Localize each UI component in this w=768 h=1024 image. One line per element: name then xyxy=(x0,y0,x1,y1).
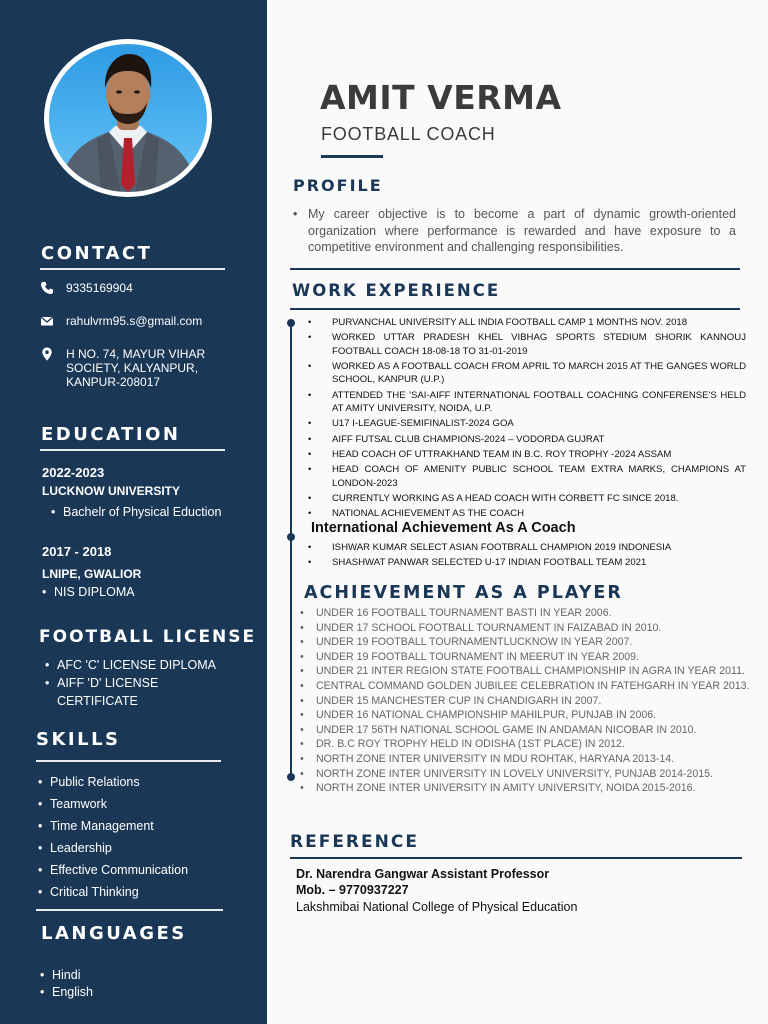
sidebar xyxy=(0,0,267,1024)
education-heading: EDUCATION xyxy=(41,424,181,445)
skill-item: • Time Management xyxy=(38,815,188,837)
work-item: • AIFF FUTSAL CLUB CHAMPIONS-2024 – VODORDA GUJRAT xyxy=(306,433,746,446)
work-item: • WORKED AS A FOOTBALL COACH FROM APRIL TO MARCH 2015 AT THE GANGES WORLD SCHOOL, KANPUR (U.P.) xyxy=(306,360,746,386)
achievement-item: • DR. B.C ROY TROPHY HELD IN ODISHA (1ST PLACE) IN 2012. xyxy=(300,737,752,752)
address-line: KANPUR-208017 xyxy=(66,375,161,389)
phone-icon xyxy=(40,281,54,295)
achievement-item: • UNDER 15 MANCHESTER CUP IN CHANDIGARH IN 2007. xyxy=(300,694,752,709)
work-heading: WORK EXPERIENCE xyxy=(292,281,501,300)
achievement-item: • NORTH ZONE INTER UNIVERSITY IN MDU ROHTAK, HARYANA 2013-14. xyxy=(300,752,752,767)
education-years: 2022-2023 xyxy=(42,465,105,480)
education-degree: • NIS DIPLOMA xyxy=(42,585,135,599)
timeline-line xyxy=(290,323,292,777)
work-item: • CURRENTLY WORKING AS A HEAD COACH WITH CORBETT FC SINCE 2018. xyxy=(306,492,746,505)
reference-heading: REFERENCE xyxy=(290,832,419,852)
license-item xyxy=(45,692,216,710)
work-experience-list xyxy=(306,316,746,523)
divider xyxy=(36,760,221,762)
work-item: • NATIONAL ACHIEVEMENT AS THE COACH xyxy=(306,507,746,520)
education-degree: • Bachelr of Physical Eduction xyxy=(51,505,221,519)
skills-heading: SKILLS xyxy=(36,729,121,750)
address-line: SOCIETY, KALYANPUR, xyxy=(66,361,199,375)
achievement-item: • UNDER 17 56TH NATIONAL SCHOOL GAME IN ANDAMAN NICOBAR IN 2010. xyxy=(300,723,752,738)
work-item: • PURVANCHAL UNIVERSITY ALL INDIA FOOTBALL CAMP 1 MONTHS NOV. 2018 xyxy=(306,316,746,329)
international-heading: International Achievement As A Coach xyxy=(311,520,576,536)
location-pin-icon xyxy=(40,347,54,361)
divider xyxy=(36,909,223,911)
skill-item: • Effective Communication xyxy=(38,859,188,881)
reference-mobile: Mob. – 9770937227 xyxy=(296,883,409,897)
contact-email: rahulvrm95.s@gmail.com xyxy=(66,314,203,328)
timeline-dot xyxy=(287,319,295,327)
divider xyxy=(40,449,225,451)
skill-item: • Teamwork xyxy=(38,793,188,815)
mail-icon xyxy=(40,314,54,328)
work-item: • HEAD COACH OF AMENITY PUBLIC SCHOOL TEAM EXTRA MARKS, CHAMPIONS AT LONDON-2023 xyxy=(306,463,746,489)
work-item: • ATTENDED THE 'SAI-AIFF INTERNATIONAL FOOTBALL COACHING CONFERENSE'S HELD AT AMITY UNIVERSITY, NOIDA, U.P. xyxy=(306,389,746,415)
skill-item: • Public Relations xyxy=(38,771,188,793)
address-line: H NO. 74, MAYUR VIHAR xyxy=(66,347,206,361)
divider xyxy=(290,308,740,310)
divider xyxy=(40,268,225,270)
achievement-item: • UNDER 19 FOOTBALL TOURNAMENTLUCKNOW IN YEAR 2007. xyxy=(300,635,752,650)
language-item: • English xyxy=(40,984,93,1001)
reference-college: Lakshmibai National College of Physical Education xyxy=(296,900,578,914)
languages-list xyxy=(40,967,93,1001)
license-heading: FOOTBALL LICENSE xyxy=(39,627,257,647)
education-degree-list xyxy=(42,585,135,599)
person-title: FOOTBALL COACH xyxy=(321,124,496,144)
person-name: AMIT VERMA xyxy=(320,78,562,117)
contact-heading: CONTACT xyxy=(41,243,153,264)
profile-photo xyxy=(49,44,207,192)
achievement-item: • CENTRAL COMMAND GOLDEN JUBILEE CELEBRATION IN FATEHGARH IN YEAR 2013. xyxy=(300,679,752,694)
work-item: • U17 I-LEAGUE-SEMIFINALIST-2024 GOA xyxy=(306,417,746,430)
achievement-item: • UNDER 17 SCHOOL FOOTBALL TOURNAMENT IN FAIZABAD IN 2010. xyxy=(300,621,752,636)
profile-heading: PROFILE xyxy=(293,176,383,195)
license-item: • AIFF 'D' LICENSE xyxy=(45,674,216,692)
achievement-item: • NORTH ZONE INTER UNIVERSITY IN AMITY UNIVERSITY, NOIDA 2015-2016. xyxy=(300,781,752,796)
achievement-item: • UNDER 21 INTER REGION STATE FOOTBALL CHAMPIONSHIP IN AGRA IN YEAR 2011. xyxy=(300,664,752,679)
international-list xyxy=(306,541,746,571)
achievement-item: • NORTH ZONE INTER UNIVERSITY IN LOVELY UNIVERSITY, PUNJAB 2014-2015. xyxy=(300,767,752,782)
achievement-item: • UNDER 19 FOOTBALL TOURNAMENT IN MEERUT IN YEAR 2009. xyxy=(300,650,752,665)
contact-address xyxy=(66,347,205,389)
contact-phone: 9335169904 xyxy=(66,281,133,295)
license-item: • AFC 'C' LICENSE DIPLOMA xyxy=(45,656,216,674)
international-item: • SHASHWAT PANWAR SELECTED U-17 INDIAN FOOTBALL TEAM 2021 xyxy=(306,556,746,569)
skill-item: • Critical Thinking xyxy=(38,881,188,903)
timeline-dot xyxy=(287,773,295,781)
bullet: • xyxy=(293,207,298,221)
international-item: • ISHWAR KUMAR SELECT ASIAN FOOTBRALL CHAMPION 2019 INDONESIA xyxy=(306,541,746,554)
skill-item: • Leadership xyxy=(38,837,188,859)
education-school: LNIPE, GWALIOR xyxy=(42,567,142,581)
license-list xyxy=(45,656,216,710)
timeline-dot xyxy=(287,533,295,541)
divider xyxy=(290,857,742,859)
license-item-continued: CERTIFICATE xyxy=(57,694,138,708)
skills-list xyxy=(38,771,188,903)
languages-heading: LANGUAGES xyxy=(41,923,187,944)
profile-text: My career objective is to become a part of dynamic growth-oriented organization where performance is rewarded and have exposure to a competitive environment and challenging responsibilities. xyxy=(308,207,736,254)
achievements-heading: ACHIEVEMENT AS A PLAYER xyxy=(304,583,623,603)
achievement-item: • UNDER 16 NATIONAL CHAMPIONSHIP MAHILPUR, PUNJAB IN 2006. xyxy=(300,708,752,723)
work-item: • WORKED UTTAR PRADESH KHEL VIBHAG SPORTS STEDIUM SHORIK KANNOUJ FOOTBALL COACH 18-08-18 TO 31-01-2019 xyxy=(306,331,746,357)
title-underline xyxy=(321,155,383,158)
education-years: 2017 - 2018 xyxy=(42,544,112,559)
profile-summary xyxy=(293,206,736,256)
achievement-item: • UNDER 16 FOOTBALL TOURNAMENT BASTI IN YEAR 2006. xyxy=(300,606,752,621)
divider xyxy=(290,268,740,270)
language-item: • Hindi xyxy=(40,967,93,984)
education-school: LUCKNOW UNIVERSITY xyxy=(42,484,180,498)
achievements-list xyxy=(300,606,752,796)
reference-name: Dr. Narendra Gangwar Assistant Professor xyxy=(296,867,550,881)
profile-photo-frame xyxy=(44,39,212,197)
education-degree-list xyxy=(51,505,221,519)
work-item: • HEAD COACH OF UTTRAKHAND TEAM IN B.C. ROY TROPHY -2024 ASSAM xyxy=(306,448,746,461)
